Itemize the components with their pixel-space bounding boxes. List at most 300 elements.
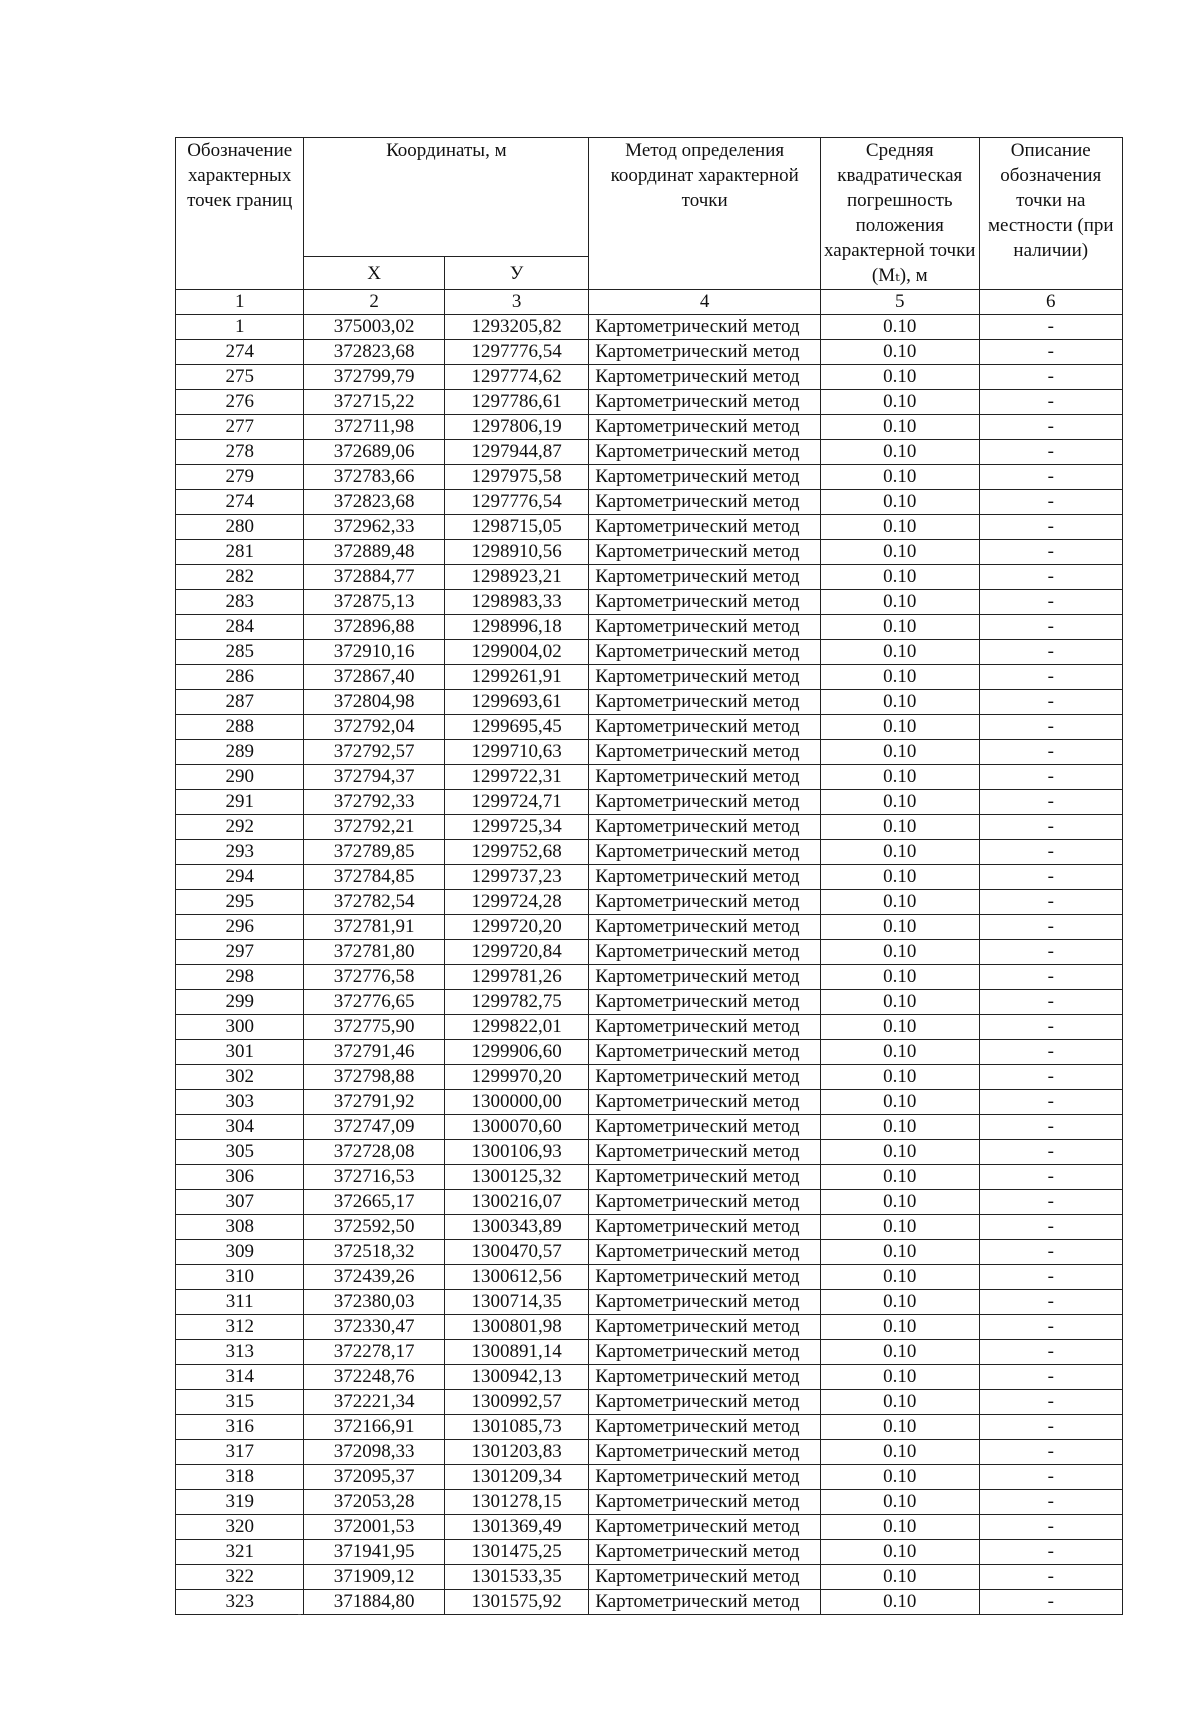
error-cell: 0.10 [821,1315,979,1340]
description-cell: - [979,515,1123,540]
point-number-cell: 297 [176,940,304,965]
table-row [176,1540,1123,1565]
error-cell: 0.10 [821,1515,979,1540]
x-coordinate-cell: 372689,06 [304,440,444,465]
table-row [176,1465,1123,1490]
table-row [176,590,1123,615]
table-row [176,515,1123,540]
y-coordinate-cell: 1293205,82 [444,315,588,340]
x-coordinate-cell: 371941,95 [304,1540,444,1565]
point-number-cell: 322 [176,1565,304,1590]
y-coordinate-cell: 1299906,60 [444,1040,588,1065]
table-row [176,490,1123,515]
point-number-cell: 275 [176,365,304,390]
point-number-cell: 323 [176,1590,304,1615]
method-cell: Картометрический метод [589,1265,821,1290]
method-cell: Картометрический метод [589,1515,821,1540]
x-coordinate-cell: 371909,12 [304,1565,444,1590]
table-row [176,1165,1123,1190]
header-point-designation: Обозначение характерных точек границ [176,138,304,290]
point-number-cell: 281 [176,540,304,565]
point-number-cell: 315 [176,1390,304,1415]
point-number-cell: 284 [176,615,304,640]
error-cell: 0.10 [821,865,979,890]
error-cell: 0.10 [821,1415,979,1440]
error-cell: 0.10 [821,1115,979,1140]
description-cell: - [979,815,1123,840]
y-coordinate-cell: 1301209,34 [444,1465,588,1490]
point-number-cell: 274 [176,340,304,365]
method-cell: Картометрический метод [589,940,821,965]
point-number-cell: 298 [176,965,304,990]
description-cell: - [979,790,1123,815]
table-row [176,1265,1123,1290]
y-coordinate-cell: 1299722,31 [444,765,588,790]
description-cell: - [979,865,1123,890]
x-coordinate-cell: 372910,16 [304,640,444,665]
method-cell: Картометрический метод [589,1440,821,1465]
error-cell: 0.10 [821,1465,979,1490]
method-cell: Картометрический метод [589,1540,821,1565]
point-number-cell: 305 [176,1140,304,1165]
x-coordinate-cell: 372792,57 [304,740,444,765]
y-coordinate-cell: 1297944,87 [444,440,588,465]
table-row [176,1440,1123,1465]
x-coordinate-cell: 372792,33 [304,790,444,815]
error-cell: 0.10 [821,1590,979,1615]
table-row [176,1115,1123,1140]
x-coordinate-cell: 372518,32 [304,1240,444,1265]
table-row [176,1415,1123,1440]
method-cell: Картометрический метод [589,1590,821,1615]
method-cell: Картометрический метод [589,1465,821,1490]
header-mean-square-error: Средняя квадратическая погрешность положения характерной точки (Mₜ), м [821,138,979,290]
x-coordinate-cell: 372716,53 [304,1165,444,1190]
description-cell: - [979,1315,1123,1340]
y-coordinate-cell: 1301369,49 [444,1515,588,1540]
table-row [176,1390,1123,1415]
x-coordinate-cell: 371884,80 [304,1590,444,1615]
description-cell: - [979,415,1123,440]
y-coordinate-cell: 1300612,56 [444,1265,588,1290]
header-coordinates: Координаты, м [304,138,589,257]
error-cell: 0.10 [821,740,979,765]
error-cell: 0.10 [821,490,979,515]
column-number: 1 [176,290,304,315]
y-coordinate-cell: 1301533,35 [444,1565,588,1590]
y-coordinate-cell: 1300942,13 [444,1365,588,1390]
point-number-cell: 317 [176,1440,304,1465]
method-cell: Картометрический метод [589,1065,821,1090]
description-cell: - [979,1340,1123,1365]
method-cell: Картометрический метод [589,465,821,490]
method-cell: Картометрический метод [589,840,821,865]
point-number-cell: 311 [176,1290,304,1315]
method-cell: Картометрический метод [589,790,821,815]
description-cell: - [979,940,1123,965]
table-row [176,1065,1123,1090]
error-cell: 0.10 [821,1215,979,1240]
x-coordinate-cell: 372962,33 [304,515,444,540]
y-coordinate-cell: 1300470,57 [444,1240,588,1265]
method-cell: Картометрический метод [589,1115,821,1140]
point-number-cell: 295 [176,890,304,915]
table-row [176,890,1123,915]
y-coordinate-cell: 1297806,19 [444,415,588,440]
x-coordinate-cell: 372823,68 [304,490,444,515]
table-body [176,315,1123,1615]
method-cell: Картометрический метод [589,1415,821,1440]
description-cell: - [979,1490,1123,1515]
x-coordinate-cell: 372781,80 [304,940,444,965]
x-coordinate-cell: 372592,50 [304,1215,444,1240]
y-coordinate-cell: 1299720,84 [444,940,588,965]
header-point-description: Описание обозначения точки на местности (при наличии) [979,138,1123,290]
method-cell: Картометрический метод [589,1165,821,1190]
point-number-cell: 292 [176,815,304,840]
description-cell: - [979,1465,1123,1490]
point-number-cell: 296 [176,915,304,940]
error-cell: 0.10 [821,1340,979,1365]
column-number: 6 [979,290,1123,315]
table-row [176,615,1123,640]
description-cell: - [979,1590,1123,1615]
table-row [176,990,1123,1015]
x-coordinate-cell: 372889,48 [304,540,444,565]
y-coordinate-cell: 1299695,45 [444,715,588,740]
description-cell: - [979,1565,1123,1590]
table-row [176,840,1123,865]
x-coordinate-cell: 372896,88 [304,615,444,640]
y-coordinate-cell: 1299752,68 [444,840,588,865]
table-row [176,1515,1123,1540]
column-number: 3 [444,290,588,315]
point-number-cell: 300 [176,1015,304,1040]
x-coordinate-cell: 372747,09 [304,1115,444,1140]
error-cell: 0.10 [821,640,979,665]
table-row [176,540,1123,565]
description-cell: - [979,565,1123,590]
method-cell: Картометрический метод [589,990,821,1015]
point-number-cell: 1 [176,315,304,340]
point-number-cell: 289 [176,740,304,765]
error-cell: 0.10 [821,365,979,390]
y-coordinate-cell: 1297786,61 [444,390,588,415]
y-coordinate-cell: 1299725,34 [444,815,588,840]
method-cell: Картометрический метод [589,1290,821,1315]
x-coordinate-cell: 372783,66 [304,465,444,490]
point-number-cell: 279 [176,465,304,490]
table-row [176,1315,1123,1340]
error-cell: 0.10 [821,715,979,740]
point-number-cell: 286 [176,665,304,690]
description-cell: - [979,1515,1123,1540]
method-cell: Картометрический метод [589,765,821,790]
point-number-cell: 301 [176,1040,304,1065]
description-cell: - [979,1290,1123,1315]
method-cell: Картометрический метод [589,1215,821,1240]
point-number-cell: 277 [176,415,304,440]
table-row [176,790,1123,815]
description-cell: - [979,640,1123,665]
method-cell: Картометрический метод [589,390,821,415]
method-cell: Картометрический метод [589,590,821,615]
y-coordinate-cell: 1298996,18 [444,615,588,640]
table-row [176,1590,1123,1615]
header-y: У [444,257,588,290]
coordinates-table-sheet [175,137,1123,1615]
y-coordinate-cell: 1299737,23 [444,865,588,890]
error-cell: 0.10 [821,1565,979,1590]
x-coordinate-cell: 372166,91 [304,1415,444,1440]
y-coordinate-cell: 1301203,83 [444,1440,588,1465]
method-cell: Картометрический метод [589,715,821,740]
table-row [176,665,1123,690]
x-coordinate-cell: 372791,92 [304,1090,444,1115]
y-coordinate-cell: 1297975,58 [444,465,588,490]
error-cell: 0.10 [821,915,979,940]
description-cell: - [979,390,1123,415]
y-coordinate-cell: 1299693,61 [444,690,588,715]
description-cell: - [979,365,1123,390]
y-coordinate-cell: 1299720,20 [444,915,588,940]
y-coordinate-cell: 1299261,91 [444,665,588,690]
x-coordinate-cell: 372776,58 [304,965,444,990]
error-cell: 0.10 [821,965,979,990]
x-coordinate-cell: 372789,85 [304,840,444,865]
table-row [176,390,1123,415]
x-coordinate-cell: 372804,98 [304,690,444,715]
method-cell: Картометрический метод [589,640,821,665]
description-cell: - [979,915,1123,940]
error-cell: 0.10 [821,1015,979,1040]
x-coordinate-cell: 372098,33 [304,1440,444,1465]
point-number-cell: 306 [176,1165,304,1190]
description-cell: - [979,1015,1123,1040]
method-cell: Картометрический метод [589,1315,821,1340]
x-coordinate-cell: 372875,13 [304,590,444,615]
point-number-cell: 314 [176,1365,304,1390]
description-cell: - [979,765,1123,790]
error-cell: 0.10 [821,815,979,840]
method-cell: Картометрический метод [589,440,821,465]
table-row [176,1340,1123,1365]
error-cell: 0.10 [821,1165,979,1190]
column-number: 4 [589,290,821,315]
error-cell: 0.10 [821,465,979,490]
method-cell: Картометрический метод [589,1565,821,1590]
description-cell: - [979,1165,1123,1190]
error-cell: 0.10 [821,1065,979,1090]
table-row [176,440,1123,465]
y-coordinate-cell: 1300000,00 [444,1090,588,1115]
x-coordinate-cell: 372711,98 [304,415,444,440]
x-coordinate-cell: 372792,21 [304,815,444,840]
table-row [176,740,1123,765]
description-cell: - [979,990,1123,1015]
x-coordinate-cell: 372867,40 [304,665,444,690]
error-cell: 0.10 [821,565,979,590]
y-coordinate-cell: 1300216,07 [444,1190,588,1215]
table-row [176,1490,1123,1515]
method-cell: Картометрический метод [589,865,821,890]
point-number-cell: 309 [176,1240,304,1265]
description-cell: - [979,1415,1123,1440]
method-cell: Картометрический метод [589,690,821,715]
method-cell: Картометрический метод [589,965,821,990]
x-coordinate-cell: 372799,79 [304,365,444,390]
table-row [176,1015,1123,1040]
x-coordinate-cell: 372884,77 [304,565,444,590]
x-coordinate-cell: 372791,46 [304,1040,444,1065]
scan-speck [298,1614,301,1615]
table-row [176,465,1123,490]
method-cell: Картометрический метод [589,1140,821,1165]
method-cell: Картометрический метод [589,1390,821,1415]
point-number-cell: 321 [176,1540,304,1565]
table-row [176,1040,1123,1065]
y-coordinate-cell: 1298923,21 [444,565,588,590]
point-number-cell: 294 [176,865,304,890]
point-number-cell: 313 [176,1340,304,1365]
y-coordinate-cell: 1300106,93 [444,1140,588,1165]
y-coordinate-cell: 1300714,35 [444,1290,588,1315]
method-cell: Картометрический метод [589,1090,821,1115]
table-row [176,340,1123,365]
error-cell: 0.10 [821,1390,979,1415]
table-row [176,365,1123,390]
point-number-cell: 276 [176,390,304,415]
point-number-cell: 291 [176,790,304,815]
x-coordinate-cell: 372776,65 [304,990,444,1015]
error-cell: 0.10 [821,790,979,815]
description-cell: - [979,1040,1123,1065]
x-coordinate-cell: 372665,17 [304,1190,444,1215]
error-cell: 0.10 [821,940,979,965]
description-cell: - [979,615,1123,640]
point-number-cell: 308 [176,1215,304,1240]
point-number-cell: 319 [176,1490,304,1515]
error-cell: 0.10 [821,1540,979,1565]
table-row [176,915,1123,940]
description-cell: - [979,1215,1123,1240]
description-cell: - [979,340,1123,365]
table-row [176,815,1123,840]
method-cell: Картометрический метод [589,740,821,765]
method-cell: Картометрический метод [589,1490,821,1515]
error-cell: 0.10 [821,415,979,440]
description-cell: - [979,1090,1123,1115]
y-coordinate-cell: 1299781,26 [444,965,588,990]
x-coordinate-cell: 372715,22 [304,390,444,415]
point-number-cell: 299 [176,990,304,1015]
y-coordinate-cell: 1300343,89 [444,1215,588,1240]
table-row [176,1090,1123,1115]
table-row [176,940,1123,965]
y-coordinate-cell: 1297776,54 [444,340,588,365]
point-number-cell: 283 [176,590,304,615]
table-row [176,965,1123,990]
x-coordinate-cell: 372823,68 [304,340,444,365]
error-cell: 0.10 [821,340,979,365]
column-number: 5 [821,290,979,315]
error-cell: 0.10 [821,840,979,865]
description-cell: - [979,715,1123,740]
point-number-cell: 316 [176,1415,304,1440]
y-coordinate-cell: 1300891,14 [444,1340,588,1365]
error-cell: 0.10 [821,990,979,1015]
y-coordinate-cell: 1297776,54 [444,490,588,515]
method-cell: Картометрический метод [589,1015,821,1040]
table-row [176,765,1123,790]
error-cell: 0.10 [821,540,979,565]
x-coordinate-cell: 372439,26 [304,1265,444,1290]
table-row [176,1190,1123,1215]
y-coordinate-cell: 1301575,92 [444,1590,588,1615]
table-row [176,690,1123,715]
error-cell: 0.10 [821,315,979,340]
error-cell: 0.10 [821,1490,979,1515]
method-cell: Картометрический метод [589,915,821,940]
y-coordinate-cell: 1299004,02 [444,640,588,665]
description-cell: - [979,1140,1123,1165]
point-number-cell: 288 [176,715,304,740]
header-x: Х [304,257,444,290]
point-number-cell: 274 [176,490,304,515]
point-number-cell: 287 [176,690,304,715]
error-cell: 0.10 [821,390,979,415]
point-number-cell: 278 [176,440,304,465]
y-coordinate-cell: 1299970,20 [444,1065,588,1090]
error-cell: 0.10 [821,440,979,465]
method-cell: Картометрический метод [589,890,821,915]
description-cell: - [979,665,1123,690]
description-cell: - [979,465,1123,490]
error-cell: 0.10 [821,1090,979,1115]
description-cell: - [979,740,1123,765]
point-number-cell: 312 [176,1315,304,1340]
error-cell: 0.10 [821,1190,979,1215]
y-coordinate-cell: 1297774,62 [444,365,588,390]
description-cell: - [979,840,1123,865]
method-cell: Картометрический метод [589,1365,821,1390]
method-cell: Картометрический метод [589,415,821,440]
y-coordinate-cell: 1301085,73 [444,1415,588,1440]
point-number-cell: 285 [176,640,304,665]
description-cell: - [979,965,1123,990]
y-coordinate-cell: 1299710,63 [444,740,588,765]
table-row [176,640,1123,665]
table-row [176,1290,1123,1315]
y-coordinate-cell: 1299782,75 [444,990,588,1015]
y-coordinate-cell: 1300801,98 [444,1315,588,1340]
table-row [176,565,1123,590]
x-coordinate-cell: 372798,88 [304,1065,444,1090]
error-cell: 0.10 [821,1140,979,1165]
coordinates-table [175,137,1123,1615]
error-cell: 0.10 [821,590,979,615]
y-coordinate-cell: 1300125,32 [444,1165,588,1190]
error-cell: 0.10 [821,1440,979,1465]
error-cell: 0.10 [821,1040,979,1065]
y-coordinate-cell: 1301278,15 [444,1490,588,1515]
description-cell: - [979,1365,1123,1390]
description-cell: - [979,690,1123,715]
method-cell: Картометрический метод [589,340,821,365]
x-coordinate-cell: 372794,37 [304,765,444,790]
error-cell: 0.10 [821,1290,979,1315]
point-number-cell: 320 [176,1515,304,1540]
